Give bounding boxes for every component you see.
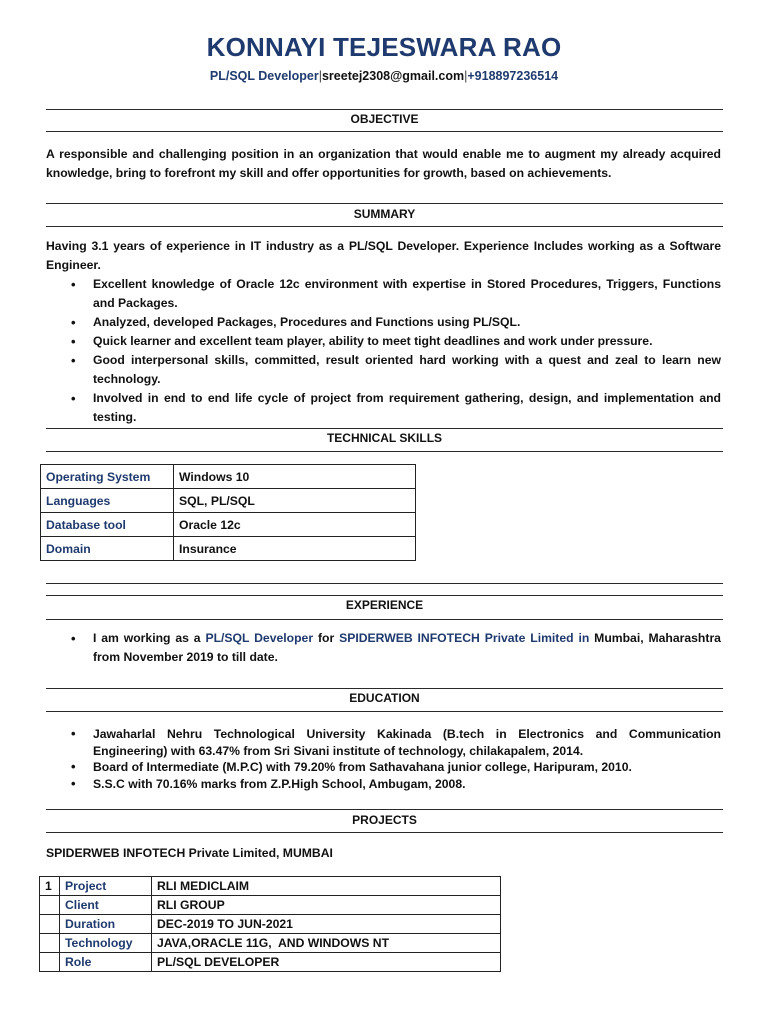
summary-list [46, 275, 721, 427]
section-rule [46, 688, 723, 689]
experience-heading: EXPERIENCE [345, 598, 424, 612]
skill-label: Domain [41, 537, 174, 561]
objective-heading: OBJECTIVE [350, 112, 419, 126]
text: Mumbai, Maharashtra from November 2019 to till date. [93, 631, 721, 664]
list-item: • Good interpersonal skills, committed, result oriented hard working with a quest and zeal to learn new technology. [46, 351, 721, 389]
section-rule [46, 619, 723, 620]
section-rule [46, 131, 723, 132]
project-value: PL/SQL DEVELOPER [152, 953, 501, 972]
project-value: RLI GROUP [152, 896, 501, 915]
section-rule [46, 226, 723, 227]
separator: | [464, 69, 468, 83]
skill-label: Languages [41, 489, 174, 513]
projects-company: SPIDERWEB INFOTECH Private Limited, MUMBAI [46, 846, 333, 860]
section-rule [46, 428, 723, 429]
experience-list [46, 629, 721, 667]
table-row [40, 934, 501, 953]
section-rule [46, 583, 723, 584]
project-label: Technology [60, 934, 152, 953]
list-item: • S.S.C with 70.16% marks from Z.P.High School, Ambugam, 2008. [46, 776, 721, 793]
project-label: Duration [60, 915, 152, 934]
section-rule [46, 451, 723, 452]
table-row [41, 489, 416, 513]
text: for [313, 631, 340, 645]
section-rule [46, 109, 723, 110]
skill-label: Database tool [41, 513, 174, 537]
table-row [41, 465, 416, 489]
summary-heading: SUMMARY [353, 207, 416, 221]
skills-table [40, 464, 416, 561]
section-rule [46, 203, 723, 204]
email-link[interactable]: sreetej2308@gmail.com [321, 69, 465, 83]
skill-value: Insurance [174, 537, 416, 561]
contact-line [0, 69, 768, 83]
education-list [46, 726, 721, 792]
table-row [41, 513, 416, 537]
candidate-name: KONNAYI TEJESWARA RAO [206, 32, 562, 62]
list-item: • Analyzed, developed Packages, Procedures and Functions using PL/SQL. [46, 313, 721, 332]
section-rule [46, 595, 723, 596]
skill-value: Oracle 12c [174, 513, 416, 537]
skill-value: Windows 10 [174, 465, 416, 489]
separator: | [318, 69, 322, 83]
project-value: JAVA,ORACLE 11G, AND WINDOWS NT [152, 934, 501, 953]
project-value: RLI MEDICLAIM [152, 877, 501, 896]
project-table [39, 876, 501, 972]
job-title: PL/SQL Developer [209, 69, 319, 83]
table-row [40, 915, 501, 934]
project-label: Client [60, 896, 152, 915]
project-number-empty [40, 896, 60, 915]
objective-text: A responsible and challenging position in an organization that would enable me to augment my already acquired knowledge, bring to forefront my skill and offer opportunities for growth, based on achievements. [46, 147, 721, 180]
list-item: • Jawaharlal Nehru Technological University Kakinada (B.tech in Electronics and Communication Engineering) with 63.47% from Sri Sivani institute of technology, chilakapalem, 2014. [46, 726, 721, 759]
list-item: • Involved in end to end life cycle of project from requirement gathering, design, and implementation and testing. [46, 389, 721, 427]
phone-number: +918897236514 [467, 69, 559, 83]
section-rule [46, 711, 723, 712]
table-row [40, 896, 501, 915]
education-heading: EDUCATION [349, 691, 420, 705]
section-rule [46, 809, 723, 810]
skill-label: Operating System [41, 465, 174, 489]
table-row [40, 953, 501, 972]
experience-role: PL/SQL Developer [205, 631, 314, 645]
list-item: • Board of Intermediate (M.P.C) with 79.20% from Sathavahana junior college, Haripuram, 2010. [46, 759, 721, 776]
list-item: • Excellent knowledge of Oracle 12c environment with expertise in Stored Procedures, Triggers, Functions and Packages. [46, 275, 721, 313]
text: I am working as a [93, 631, 206, 645]
experience-company: SPIDERWEB INFOTECH Private Limited in [339, 631, 590, 645]
list-item: • Quick learner and excellent team player, ability to meet tight deadlines and work under pressure. [46, 332, 721, 351]
technical-skills-heading: TECHNICAL SKILLS [326, 431, 443, 445]
projects-heading: PROJECTS [352, 813, 417, 827]
project-label: Project [60, 877, 152, 896]
table-row [41, 537, 416, 561]
project-number: 1 [40, 877, 60, 896]
project-number-empty [40, 934, 60, 953]
project-number-empty [40, 915, 60, 934]
project-number-empty [40, 953, 60, 972]
skill-value: SQL, PL/SQL [174, 489, 416, 513]
project-label: Role [60, 953, 152, 972]
section-rule [46, 832, 723, 833]
summary-intro: Having 3.1 years of experience in IT industry as a PL/SQL Developer. Experience Includes working as a Software Engineer. [46, 239, 721, 272]
table-row [40, 877, 501, 896]
project-value: DEC-2019 TO JUN-2021 [152, 915, 501, 934]
experience-item [46, 629, 721, 667]
